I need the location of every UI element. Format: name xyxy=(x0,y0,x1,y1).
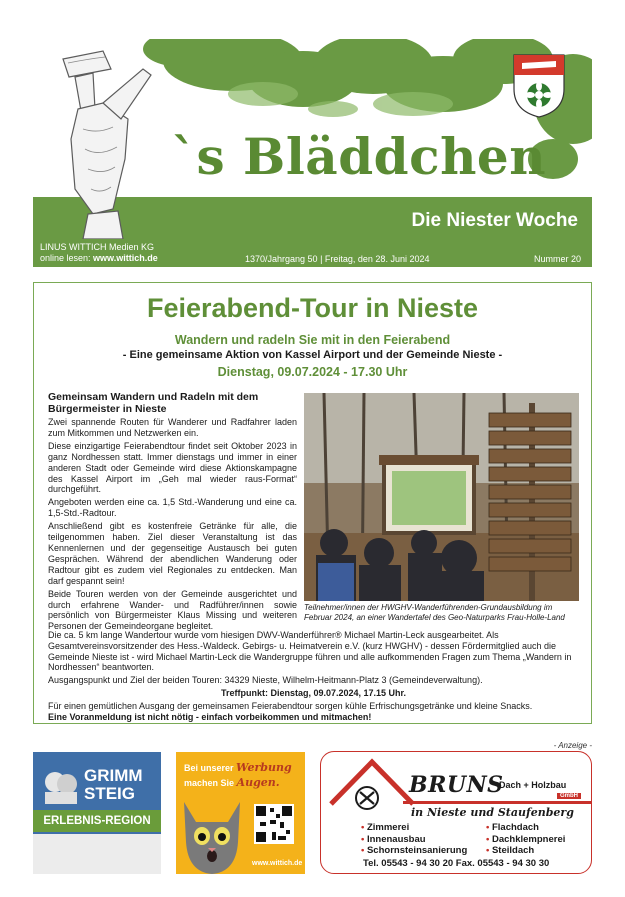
qr-code xyxy=(254,804,294,844)
bruns-services-left xyxy=(361,822,467,857)
issue-info: 1370/Jahrgang 50 | Freitag, den 28. Juni 2024 xyxy=(245,254,430,264)
bruns-trade: Dach + Holzbau xyxy=(499,780,567,790)
meeting-point: Treffpunkt: Dienstag, 09.07.2024, 17.15 Uhr. xyxy=(220,687,407,698)
masthead-subtitle: Die Niester Woche xyxy=(411,210,578,231)
photo-caption: Teilnehmer/innen der HWGHV-Wanderführenden-Grundausbildung im Februar 2024, an einer Wandertafel des Geo-Naturparks Frau-Holle-Land xyxy=(304,603,565,622)
masthead xyxy=(33,39,592,267)
hiking-group-at-trail-sign xyxy=(304,393,579,601)
bruns-location: in Nieste und Staufenberg xyxy=(411,806,574,819)
article-subheadline: Wandern und radeln Sie mit in den Feierabend xyxy=(174,333,451,347)
article-date: Dienstag, 09.07.2024 - 17.30 Uhr xyxy=(217,365,408,379)
wittich-line2: machen Sie Augen. xyxy=(184,776,280,789)
steig-title: STEIG xyxy=(84,784,136,803)
paragraph: Die ca. 5 km lange Wandertour wurde vom hiesigen DWV-Wanderführer® Michael Martin-Leck ausgearbeitet. Als Gesamtvereinsvorsitzender des Hess.-Waldeck. Gebirgs- u. Heimatverein e.V. (kurz HWGHV) - dessen Fördermitglied auch die Gemeinde Nieste ist - wird Michael Martin-Leck die Wandergruppe führen und alle aufkommenden Fragen zum Thema „Wandern in Nordhessen“ beantworten. xyxy=(48,630,572,673)
municipal-coat-of-arms xyxy=(512,53,566,119)
publisher-url[interactable]: www.wittich.de xyxy=(93,253,158,263)
lead-title: Gemeinsam Wandern und Radeln mit dem Bürgermeister in Nieste xyxy=(48,391,259,415)
service-item: • Steildach xyxy=(486,845,535,856)
service-item: • Zimmerei xyxy=(361,822,410,833)
wittich-url[interactable]: www.wittich.de xyxy=(252,860,303,867)
service-item: • Schornsteinsanierung xyxy=(361,845,468,856)
closing-bold: Eine Voranmeldung ist nicht nötig - einfach vorbeikommen und mitmachen! xyxy=(48,711,372,722)
bruns-phone[interactable]: Tel. 05543 - 94 30 20 Fax. 05543 - 94 30 30 xyxy=(363,858,550,869)
wittich-line1: Bei unserer Werbung xyxy=(184,761,292,774)
masthead-title: `s Bläddchen xyxy=(171,127,547,186)
ad-label: - Anzeige - xyxy=(553,741,592,750)
closing-text: Für einen gemütlichen Ausgang der gemeinsamen Feierabendtour sorgen kühle Erfrischungsgetränke und kleine Snacks. Eine Voranmeldung ist nicht nötig - einfach vorbeikommen und mitmachen! xyxy=(48,700,533,722)
paragraph: Ausgangspunkt und Ziel der beiden Touren: 34329 Nieste, Wilhelm-Heitmann-Platz 3 (Gemeindeverwaltung). xyxy=(48,675,483,686)
paragraph: Beide Touren werden von der Gemeinde ausgerichtet und durch erfahrene Wander- und Radführer/innen sowie persönlich von Bürgermeister Klaus Missing und weiteren Personen der Gemeindeorgane begleitet. xyxy=(48,588,297,632)
article-subheadline-2: - Eine gemeinsame Aktion von Kassel Airport und der Gemeinde Nieste - xyxy=(122,349,503,361)
bruns-gmbh: GmbH xyxy=(557,793,581,799)
grimm-title: GRIMM xyxy=(84,766,143,785)
hiking-group-photo xyxy=(304,393,579,601)
service-item: • Flachdach xyxy=(486,822,539,833)
paragraph: Angeboten werden eine ca. 1,5 Std.-Wanderung und eine ca. 1,5-Std.-Radtour. xyxy=(48,497,297,519)
grimm-region: ERLEBNIS-REGION xyxy=(33,810,161,832)
paragraph: Anschließend gibt es kostenfreie Getränke für alle, die teilgenommen haben. Ziel dieser Veranstaltung ist das Kennenlernen und der gegenseitige Austausch bei guten Gesprächen. Während der abendlichen Wanderung oder Radtour gibt es zudem viel Regionales zu entdecken. Man darf gespannt sein! xyxy=(48,521,297,586)
article-full-text xyxy=(48,630,579,724)
issue-number: Nummer 20 xyxy=(533,254,581,264)
paragraph: Zwei spannende Routen für Wanderer und Radfahrer laden zum Mitkommen und Netzwerken ein. xyxy=(48,417,297,438)
paragraph: Diese einzigartige Feierabendtour findet seit Oktober 2023 in ganz Nordhessen statt. Immer dienstags und immer in einer anderen Stadt oder Gemeinde wird diese Aktionskampagne des Kassel Airport im „Geh mal wieder raus-Format“ durchgeführt. xyxy=(48,440,297,495)
ad-wittich[interactable] xyxy=(176,752,305,874)
publisher-online: online lesen: www.wittich.de xyxy=(40,253,158,263)
ad-grimmsteig[interactable] xyxy=(33,752,161,874)
surprised-cat xyxy=(178,792,246,874)
bruns-name: BRUNS xyxy=(409,772,504,798)
ad-bruns[interactable] xyxy=(320,751,592,874)
service-item: • Innenausbau xyxy=(361,833,426,845)
publisher-info xyxy=(40,242,158,264)
article-left-column xyxy=(48,391,297,634)
bruns-divider xyxy=(403,801,592,804)
brothers-grimm-portrait-logo xyxy=(41,766,81,806)
article-headline: Feierabend-Tour in Nieste xyxy=(146,293,479,323)
bruns-services-right xyxy=(486,822,565,857)
article-box xyxy=(33,282,592,724)
wooden-statue-illustration xyxy=(33,39,193,239)
roofer-emblem-icon xyxy=(327,756,417,816)
publisher-name: LINUS WITTICH Medien KG xyxy=(40,242,155,252)
service-item: • Dachklempnerei xyxy=(486,833,566,845)
